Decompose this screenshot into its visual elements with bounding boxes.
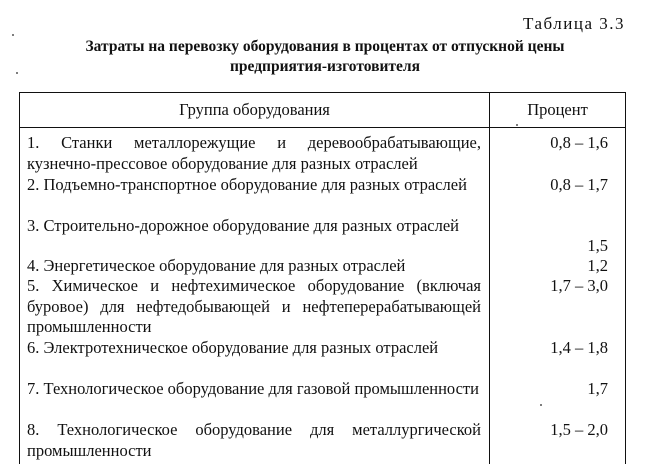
table-row — [20, 338, 625, 379]
table-row — [20, 420, 625, 462]
header-percent: Процент — [527, 100, 588, 119]
table-caption — [40, 37, 610, 77]
cell-percent: 0,8 – 1,7 — [550, 175, 608, 194]
caption-line-1: Затраты на перевозку оборудования в процентах от отпускной цены — [85, 38, 565, 55]
cell-percent: 1,4 – 1,8 — [550, 338, 608, 357]
cell-group: 5. Химическое и нефтехимическое оборудование (включая буровое) для нефтедобывающей и нефтеперерабатывающей промышленности — [27, 276, 481, 336]
cell-percent: 1,7 — [587, 379, 608, 398]
table-row — [20, 133, 625, 175]
caption-line-2: предприятия-изготовителя — [229, 58, 421, 75]
scan-speck — [540, 404, 542, 406]
table-number: Таблица 3.3 — [523, 14, 625, 33]
table-row — [20, 256, 625, 276]
cell-group: 8. Технологическое оборудование для металлургической промышленности — [27, 420, 481, 460]
cell-group: 4. Энергетическое оборудование для разных отраслей — [27, 256, 406, 275]
table-row — [20, 276, 625, 338]
scan-speck — [16, 72, 18, 74]
cell-percent: 1,7 – 3,0 — [550, 276, 608, 295]
cell-percent: 0,8 – 1,6 — [550, 133, 608, 152]
cell-group: 7. Технологическое оборудование для газовой промышленности — [27, 379, 479, 398]
cell-group: 1. Станки металлорежущие и деревообрабатывающие, кузнечно-прессовое оборудование для разных отраслей — [27, 133, 481, 173]
table-row — [20, 216, 625, 256]
cell-group: 2. Подъемно-транспортное оборудование для разных отраслей — [27, 175, 467, 194]
cell-percent: 1,2 — [587, 256, 608, 275]
table-row — [20, 175, 625, 216]
table-header-row — [20, 93, 625, 128]
table-row — [20, 379, 625, 420]
scan-speck — [12, 34, 14, 36]
cell-group: 6. Электротехническое оборудование для разных отраслей — [27, 338, 439, 357]
scan-speck — [516, 124, 518, 126]
cell-group: 3. Строительно-дорожное оборудование для разных отраслей — [27, 216, 460, 235]
cell-percent: 1,5 – 2,0 — [550, 420, 608, 439]
table-body — [20, 133, 625, 462]
header-group: Группа оборудования — [179, 100, 330, 119]
equipment-transport-cost-table — [19, 92, 626, 464]
cell-percent: 1,5 — [587, 236, 608, 255]
